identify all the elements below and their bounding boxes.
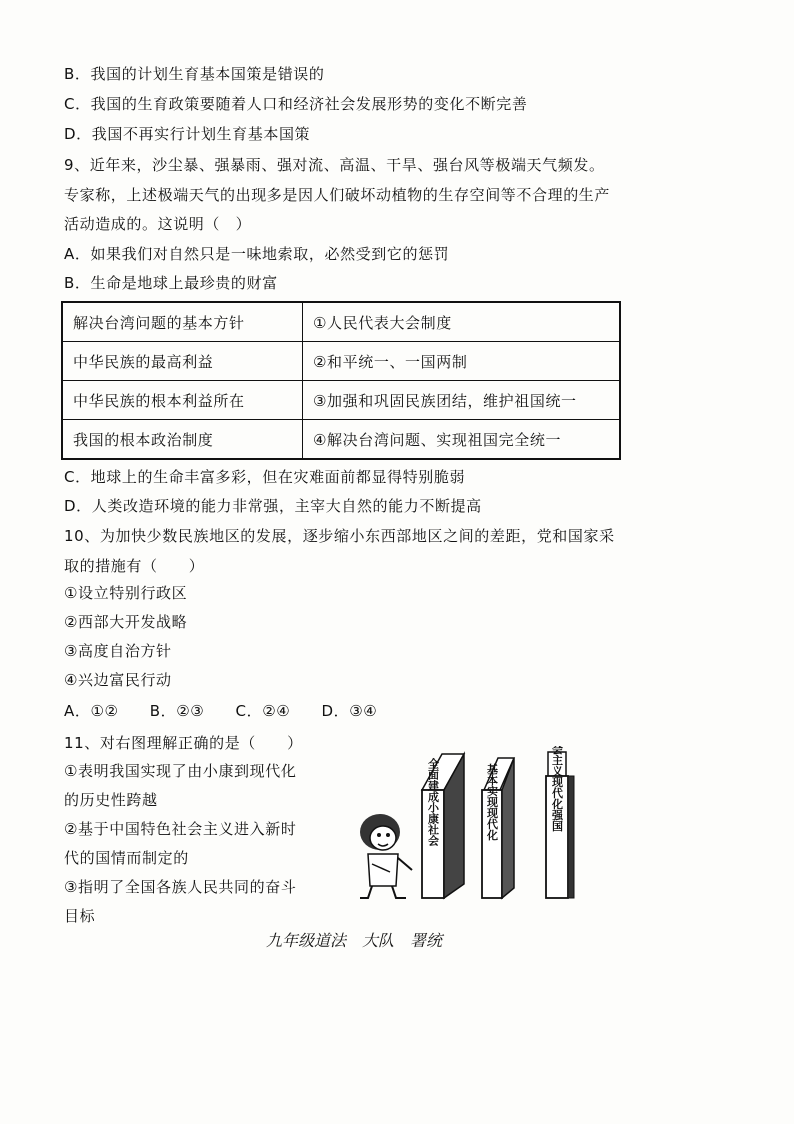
q8-option-b: B．我国的计划生育基本国策是错误的 [64,65,325,83]
table-cell-left: 解决台湾问题的基本方针 [63,303,303,341]
table-cell-left: 中华民族的根本利益所在 [63,381,303,419]
table-cell-right: ①人民代表大会制度 [313,313,452,332]
q10-stem-line-1: 10、为加快少数民族地区的发展，逐步缩小东西部地区之间的差距，党和国家采 [64,527,615,545]
q10-item: ④兴边富民行动 [64,671,172,689]
cartoon-svg [350,746,590,906]
q10-item: ①设立特别行政区 [64,584,188,602]
q9-option-d: D．人类改造环境的能力非常强，主宰大自然的能力不断提高 [64,497,482,515]
cartoon-child-icon [360,814,412,898]
q11-line: ②基于中国特色社会主义进入新时 [64,820,297,838]
table-cell-right: ②和平统一、一国两制 [313,352,468,371]
q11-line: 的历史性跨越 [64,791,158,809]
q9-option-a: A．如果我们对自然只是一味地索取，必然受到它的惩罚 [64,245,450,263]
table-row [63,303,619,342]
q11-line: 目标 [64,907,96,925]
q11-line: ③指明了全国各族人民共同的奋斗 [64,878,297,896]
table-cell-left: 中华民族的最高利益 [63,342,303,380]
q9-stem-line-3: 活动造成的。这说明（ ） [64,215,252,233]
q9-stem-line-1: 9、近年来，沙尘暴、强暴雨、强对流、高温、干旱、强台风等极端天气频发。 [64,156,605,174]
book-label-1: 全面建成小康社会 [426,758,440,846]
book-label-2: 基本实现现代化 [485,763,499,841]
q9-stem-line-2: 专家称，上述极端天气的出现多是因人们破坏动植物的生存空间等不合理的生产 [64,186,611,204]
table-row [63,342,619,381]
table-cell-left: 我国的根本政治制度 [63,420,303,458]
q10-item: ③高度自治方针 [64,642,172,660]
table-row [63,420,619,458]
handwritten-signature: 九年级道法 大队 署统 [266,931,443,950]
q11-line: 代的国情而制定的 [64,849,189,867]
q11-stem: 11、对右图理解正确的是（ ） [64,734,303,752]
q8-option-c: C．我国的生育政策要随着人口和经济社会发展形势的变化不断完善 [64,95,528,113]
q11-line: ①表明我国实现了由小康到现代化 [64,762,297,780]
q10-item: ②西部大开发战略 [64,613,188,631]
q9-option-b: B．生命是地球上最珍贵的财富 [64,274,278,292]
q11-figure [350,746,590,906]
q10-options: A．①② B．②③ C．②④ D．③④ [64,702,378,720]
q9-option-c: C．地球上的生命丰富多彩，但在灾难面前都显得特别脆弱 [64,468,466,486]
table-cell-right: ④解决台湾问题、实现祖国完全统一 [313,430,562,449]
matching-table [61,301,621,460]
q10-stem-line-2: 取的措施有（ ） [64,557,205,575]
book-label-3: 社会主义现代化强国 [550,746,564,832]
table-row [63,381,619,420]
table-cell-right: ③加强和巩固民族团结，维护祖国统一 [313,391,577,410]
q8-option-d: D．我国不再实行计划生育基本国策 [64,125,311,143]
